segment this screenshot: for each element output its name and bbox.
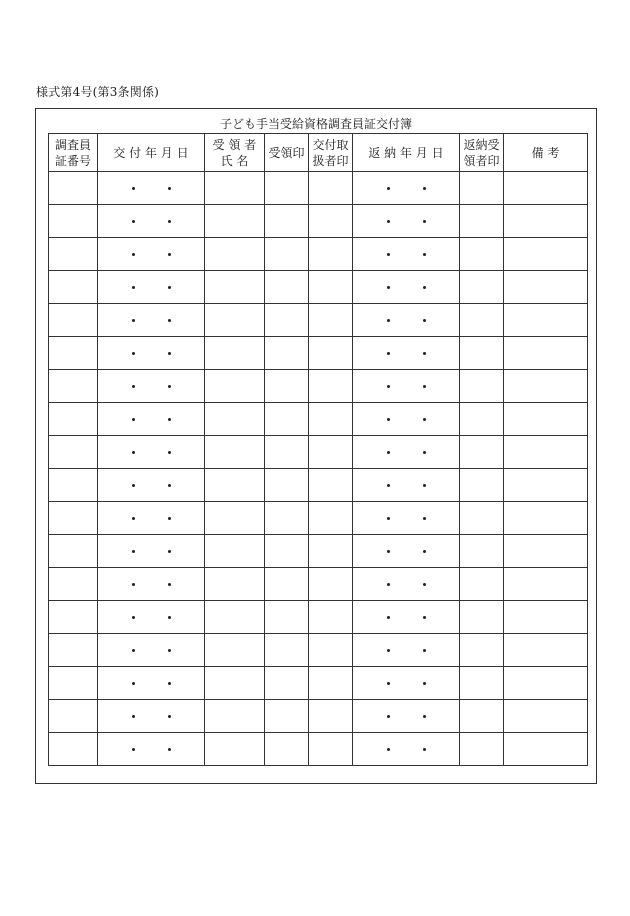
cell-return-date[interactable] xyxy=(353,535,460,568)
cell-issue-date[interactable] xyxy=(98,271,205,304)
date-separator-dots xyxy=(132,478,171,492)
header-card-no xyxy=(49,134,98,172)
cell-handler-seal[interactable] xyxy=(309,205,353,238)
cell-recipient-seal[interactable] xyxy=(265,172,309,205)
date-separator-dots xyxy=(132,544,171,558)
cell-return-receiver-seal[interactable] xyxy=(460,601,504,634)
date-separator-dot xyxy=(168,385,171,388)
cell-return-receiver-seal[interactable] xyxy=(460,568,504,601)
cell-handler-seal[interactable] xyxy=(309,502,353,535)
cell-recipient-seal[interactable] xyxy=(265,601,309,634)
header-row xyxy=(49,134,588,172)
cell-return-date[interactable] xyxy=(353,469,460,502)
cell-handler-seal[interactable] xyxy=(309,337,353,370)
date-separator-dots xyxy=(132,445,171,459)
cell-return-date[interactable] xyxy=(353,634,460,667)
cell-issue-date[interactable] xyxy=(98,502,205,535)
date-separator-dot xyxy=(132,583,135,586)
date-separator-dots xyxy=(132,511,171,525)
ledger-body xyxy=(49,172,588,766)
header-return-date: 返 納 年 月 日 xyxy=(353,134,460,172)
cell-recipient-seal[interactable] xyxy=(265,337,309,370)
cell-handler-seal[interactable] xyxy=(309,568,353,601)
cell-recipient-seal[interactable] xyxy=(265,634,309,667)
cell-card-no[interactable] xyxy=(49,271,98,304)
table-row xyxy=(49,304,588,337)
cell-return-receiver-seal[interactable] xyxy=(460,436,504,469)
date-separator-dot xyxy=(168,748,171,751)
cell-return-receiver-seal[interactable] xyxy=(460,733,504,766)
cell-remarks[interactable] xyxy=(504,271,588,304)
cell-return-date[interactable] xyxy=(353,271,460,304)
date-separator-dot xyxy=(168,484,171,487)
cell-recipient-name[interactable] xyxy=(205,172,265,205)
cell-issue-date[interactable] xyxy=(98,238,205,271)
date-separator-dots xyxy=(387,544,426,558)
date-separator-dot xyxy=(168,352,171,355)
ledger-table xyxy=(48,133,588,766)
cell-recipient-seal[interactable] xyxy=(265,238,309,271)
date-separator-dots xyxy=(132,610,171,624)
table-row xyxy=(49,469,588,502)
date-separator-dot xyxy=(168,220,171,223)
date-separator-dot xyxy=(423,517,426,520)
table-row xyxy=(49,601,588,634)
cell-recipient-seal[interactable] xyxy=(265,403,309,436)
date-separator-dots xyxy=(387,676,426,690)
cell-recipient-name[interactable] xyxy=(205,469,265,502)
date-separator-dots xyxy=(387,412,426,426)
cell-issue-date[interactable] xyxy=(98,601,205,634)
cell-handler-seal[interactable] xyxy=(309,667,353,700)
date-separator-dot xyxy=(387,649,390,652)
date-separator-dot xyxy=(423,451,426,454)
date-separator-dot xyxy=(132,484,135,487)
date-separator-dots xyxy=(132,643,171,657)
cell-handler-seal[interactable] xyxy=(309,271,353,304)
date-separator-dot xyxy=(132,748,135,751)
cell-return-date[interactable] xyxy=(353,337,460,370)
date-separator-dot xyxy=(423,682,426,685)
date-separator-dot xyxy=(168,682,171,685)
header-recipient-name-line1: 受 領 者 xyxy=(212,137,257,152)
cell-return-receiver-seal[interactable] xyxy=(460,667,504,700)
cell-card-no[interactable] xyxy=(49,469,98,502)
date-separator-dot xyxy=(168,253,171,256)
date-separator-dot xyxy=(387,451,390,454)
date-separator-dot xyxy=(132,517,135,520)
date-separator-dot xyxy=(423,253,426,256)
cell-recipient-seal[interactable] xyxy=(265,271,309,304)
date-separator-dot xyxy=(387,220,390,223)
cell-remarks[interactable] xyxy=(504,337,588,370)
date-separator-dot xyxy=(132,715,135,718)
date-separator-dots xyxy=(387,313,426,327)
cell-return-date[interactable] xyxy=(353,436,460,469)
date-separator-dot xyxy=(168,451,171,454)
table-row xyxy=(49,535,588,568)
cell-return-receiver-seal[interactable] xyxy=(460,304,504,337)
cell-issue-date[interactable] xyxy=(98,469,205,502)
date-separator-dot xyxy=(387,550,390,553)
cell-handler-seal[interactable] xyxy=(309,700,353,733)
cell-return-receiver-seal[interactable] xyxy=(460,337,504,370)
cell-issue-date[interactable] xyxy=(98,205,205,238)
date-separator-dot xyxy=(168,286,171,289)
cell-remarks[interactable] xyxy=(504,403,588,436)
date-separator-dots xyxy=(132,412,171,426)
cell-handler-seal[interactable] xyxy=(309,601,353,634)
cell-return-receiver-seal[interactable] xyxy=(460,502,504,535)
cell-recipient-seal[interactable] xyxy=(265,304,309,337)
table-row xyxy=(49,370,588,403)
cell-issue-date[interactable] xyxy=(98,304,205,337)
cell-return-receiver-seal[interactable] xyxy=(460,172,504,205)
date-separator-dot xyxy=(423,484,426,487)
cell-return-receiver-seal[interactable] xyxy=(460,469,504,502)
table-row xyxy=(49,502,588,535)
date-separator-dot xyxy=(387,187,390,190)
cell-remarks[interactable] xyxy=(504,568,588,601)
date-separator-dots xyxy=(132,247,171,261)
date-separator-dots xyxy=(387,643,426,657)
cell-recipient-seal[interactable] xyxy=(265,733,309,766)
cell-remarks[interactable] xyxy=(504,469,588,502)
date-separator-dot xyxy=(387,352,390,355)
date-separator-dot xyxy=(168,649,171,652)
date-separator-dot xyxy=(168,319,171,322)
cell-card-no[interactable] xyxy=(49,403,98,436)
header-card-no-line2: 証番号 xyxy=(54,153,91,168)
date-separator-dot xyxy=(423,748,426,751)
cell-handler-seal[interactable] xyxy=(309,535,353,568)
date-separator-dot xyxy=(387,682,390,685)
date-separator-dots xyxy=(132,709,171,723)
cell-remarks[interactable] xyxy=(504,172,588,205)
date-separator-dot xyxy=(387,319,390,322)
date-separator-dot xyxy=(132,253,135,256)
cell-handler-seal[interactable] xyxy=(309,238,353,271)
cell-recipient-name[interactable] xyxy=(205,205,265,238)
cell-card-no[interactable] xyxy=(49,733,98,766)
table-row xyxy=(49,403,588,436)
table-row xyxy=(49,700,588,733)
date-separator-dot xyxy=(387,286,390,289)
date-separator-dot xyxy=(132,220,135,223)
date-separator-dot xyxy=(423,583,426,586)
cell-recipient-name[interactable] xyxy=(205,304,265,337)
header-handler-seal-line1: 交付取 xyxy=(312,137,349,152)
cell-card-no[interactable] xyxy=(49,601,98,634)
cell-remarks[interactable] xyxy=(504,238,588,271)
date-separator-dot xyxy=(387,484,390,487)
table-row xyxy=(49,271,588,304)
date-separator-dots xyxy=(132,181,171,195)
date-separator-dot xyxy=(168,187,171,190)
date-separator-dot xyxy=(387,715,390,718)
cell-remarks[interactable] xyxy=(504,502,588,535)
date-separator-dots xyxy=(132,280,171,294)
date-separator-dot xyxy=(168,715,171,718)
date-separator-dot xyxy=(387,583,390,586)
date-separator-dot xyxy=(423,286,426,289)
cell-issue-date[interactable] xyxy=(98,403,205,436)
header-handler-seal xyxy=(309,134,353,172)
cell-card-no[interactable] xyxy=(49,337,98,370)
cell-recipient-name[interactable] xyxy=(205,337,265,370)
date-separator-dot xyxy=(387,616,390,619)
cell-recipient-name[interactable] xyxy=(205,733,265,766)
cell-remarks[interactable] xyxy=(504,205,588,238)
cell-return-receiver-seal[interactable] xyxy=(460,535,504,568)
date-separator-dots xyxy=(132,379,171,393)
date-separator-dot xyxy=(387,253,390,256)
cell-handler-seal[interactable] xyxy=(309,304,353,337)
cell-card-no[interactable] xyxy=(49,667,98,700)
cell-remarks[interactable] xyxy=(504,535,588,568)
header-card-no-line1: 調査員 xyxy=(54,137,91,152)
date-separator-dot xyxy=(168,550,171,553)
cell-issue-date[interactable] xyxy=(98,535,205,568)
header-remarks: 備 考 xyxy=(504,134,588,172)
date-separator-dots xyxy=(387,742,426,756)
header-return-receiver-seal xyxy=(460,134,504,172)
table-row xyxy=(49,568,588,601)
cell-return-date[interactable] xyxy=(353,667,460,700)
cell-recipient-seal[interactable] xyxy=(265,535,309,568)
cell-recipient-seal[interactable] xyxy=(265,667,309,700)
date-separator-dot xyxy=(168,418,171,421)
cell-remarks[interactable] xyxy=(504,436,588,469)
date-separator-dot xyxy=(132,550,135,553)
cell-handler-seal[interactable] xyxy=(309,172,353,205)
cell-return-date[interactable] xyxy=(353,700,460,733)
cell-recipient-name[interactable] xyxy=(205,238,265,271)
cell-recipient-name[interactable] xyxy=(205,568,265,601)
form-label: 様式第4号(第3条関係) xyxy=(36,85,160,99)
date-separator-dots xyxy=(387,247,426,261)
date-separator-dot xyxy=(387,385,390,388)
cell-return-date[interactable] xyxy=(353,733,460,766)
cell-return-receiver-seal[interactable] xyxy=(460,370,504,403)
date-separator-dots xyxy=(132,313,171,327)
cell-return-date[interactable] xyxy=(353,601,460,634)
date-separator-dot xyxy=(132,187,135,190)
cell-return-date[interactable] xyxy=(353,403,460,436)
cell-issue-date[interactable] xyxy=(98,172,205,205)
table-row xyxy=(49,667,588,700)
cell-recipient-name[interactable] xyxy=(205,502,265,535)
cell-card-no[interactable] xyxy=(49,502,98,535)
date-separator-dots xyxy=(132,742,171,756)
table-row xyxy=(49,733,588,766)
cell-return-date[interactable] xyxy=(353,172,460,205)
cell-remarks[interactable] xyxy=(504,700,588,733)
date-separator-dots xyxy=(387,214,426,228)
cell-return-receiver-seal[interactable] xyxy=(460,271,504,304)
date-separator-dot xyxy=(168,517,171,520)
date-separator-dot xyxy=(387,748,390,751)
date-separator-dots xyxy=(387,379,426,393)
date-separator-dots xyxy=(387,610,426,624)
cell-handler-seal[interactable] xyxy=(309,370,353,403)
cell-return-date[interactable] xyxy=(353,304,460,337)
cell-handler-seal[interactable] xyxy=(309,436,353,469)
cell-return-receiver-seal[interactable] xyxy=(460,700,504,733)
cell-issue-date[interactable] xyxy=(98,436,205,469)
date-separator-dot xyxy=(423,220,426,223)
cell-recipient-name[interactable] xyxy=(205,271,265,304)
date-separator-dot xyxy=(132,385,135,388)
date-separator-dots xyxy=(132,577,171,591)
date-separator-dot xyxy=(423,649,426,652)
table-row xyxy=(49,172,588,205)
cell-remarks[interactable] xyxy=(504,370,588,403)
table-row xyxy=(49,238,588,271)
cell-recipient-name[interactable] xyxy=(205,436,265,469)
date-separator-dot xyxy=(132,352,135,355)
date-separator-dot xyxy=(423,352,426,355)
cell-card-no[interactable] xyxy=(49,568,98,601)
cell-card-no[interactable] xyxy=(49,634,98,667)
cell-recipient-name[interactable] xyxy=(205,700,265,733)
cell-recipient-name[interactable] xyxy=(205,535,265,568)
cell-handler-seal[interactable] xyxy=(309,403,353,436)
date-separator-dot xyxy=(168,583,171,586)
date-separator-dot xyxy=(168,616,171,619)
cell-recipient-name[interactable] xyxy=(205,667,265,700)
cell-issue-date[interactable] xyxy=(98,733,205,766)
cell-handler-seal[interactable] xyxy=(309,634,353,667)
header-recipient-name-line2: 氏 名 xyxy=(220,153,249,168)
date-separator-dots xyxy=(387,346,426,360)
date-separator-dots xyxy=(387,709,426,723)
cell-remarks[interactable] xyxy=(504,667,588,700)
date-separator-dot xyxy=(387,517,390,520)
date-separator-dots xyxy=(132,676,171,690)
header-return-receiver-line1: 返納受 xyxy=(463,137,500,152)
date-separator-dot xyxy=(132,451,135,454)
cell-card-no[interactable] xyxy=(49,205,98,238)
cell-recipient-seal[interactable] xyxy=(265,205,309,238)
date-separator-dots xyxy=(132,346,171,360)
header-handler-seal-line2: 扱者印 xyxy=(312,153,349,168)
table-row xyxy=(49,205,588,238)
date-separator-dot xyxy=(423,187,426,190)
date-separator-dot xyxy=(387,418,390,421)
form-title: 子ども手当受給資格調査員証交付簿 xyxy=(219,117,412,131)
date-separator-dot xyxy=(132,286,135,289)
date-separator-dot xyxy=(132,682,135,685)
header-recipient-seal: 受領印 xyxy=(265,134,309,172)
cell-issue-date[interactable] xyxy=(98,337,205,370)
cell-recipient-name[interactable] xyxy=(205,634,265,667)
cell-issue-date[interactable] xyxy=(98,568,205,601)
ledger-frame xyxy=(35,108,597,784)
table-row xyxy=(49,337,588,370)
cell-remarks[interactable] xyxy=(504,634,588,667)
cell-card-no[interactable] xyxy=(49,370,98,403)
cell-issue-date[interactable] xyxy=(98,370,205,403)
date-separator-dot xyxy=(423,550,426,553)
cell-recipient-name[interactable] xyxy=(205,370,265,403)
cell-return-date[interactable] xyxy=(353,205,460,238)
cell-return-date[interactable] xyxy=(353,502,460,535)
cell-card-no[interactable] xyxy=(49,172,98,205)
date-separator-dot xyxy=(132,418,135,421)
date-separator-dot xyxy=(423,616,426,619)
cell-card-no[interactable] xyxy=(49,700,98,733)
date-separator-dots xyxy=(387,577,426,591)
cell-issue-date[interactable] xyxy=(98,634,205,667)
date-separator-dots xyxy=(132,214,171,228)
cell-recipient-name[interactable] xyxy=(205,403,265,436)
date-separator-dots xyxy=(387,445,426,459)
date-separator-dots xyxy=(387,478,426,492)
date-separator-dots xyxy=(387,511,426,525)
cell-recipient-seal[interactable] xyxy=(265,436,309,469)
date-separator-dot xyxy=(423,319,426,322)
cell-return-receiver-seal[interactable] xyxy=(460,205,504,238)
cell-issue-date[interactable] xyxy=(98,700,205,733)
cell-card-no[interactable] xyxy=(49,535,98,568)
table-row xyxy=(49,634,588,667)
date-separator-dot xyxy=(423,715,426,718)
date-separator-dot xyxy=(132,319,135,322)
cell-recipient-seal[interactable] xyxy=(265,502,309,535)
cell-card-no[interactable] xyxy=(49,436,98,469)
cell-remarks[interactable] xyxy=(504,304,588,337)
cell-return-receiver-seal[interactable] xyxy=(460,634,504,667)
header-return-receiver-line2: 領者印 xyxy=(463,153,500,168)
date-separator-dot xyxy=(132,649,135,652)
cell-recipient-seal[interactable] xyxy=(265,469,309,502)
cell-card-no[interactable] xyxy=(49,238,98,271)
cell-recipient-seal[interactable] xyxy=(265,370,309,403)
header-issue-date: 交 付 年 月 日 xyxy=(98,134,205,172)
header-recipient-name xyxy=(205,134,265,172)
cell-remarks[interactable] xyxy=(504,733,588,766)
cell-recipient-name[interactable] xyxy=(205,601,265,634)
cell-return-date[interactable] xyxy=(353,238,460,271)
cell-handler-seal[interactable] xyxy=(309,733,353,766)
date-separator-dot xyxy=(423,418,426,421)
date-separator-dots xyxy=(387,280,426,294)
table-row xyxy=(49,436,588,469)
cell-recipient-seal[interactable] xyxy=(265,568,309,601)
cell-remarks[interactable] xyxy=(504,601,588,634)
date-separator-dot xyxy=(132,616,135,619)
cell-return-receiver-seal[interactable] xyxy=(460,403,504,436)
cell-card-no[interactable] xyxy=(49,304,98,337)
cell-return-date[interactable] xyxy=(353,370,460,403)
cell-return-receiver-seal[interactable] xyxy=(460,238,504,271)
cell-return-date[interactable] xyxy=(353,568,460,601)
date-separator-dot xyxy=(423,385,426,388)
cell-recipient-seal[interactable] xyxy=(265,700,309,733)
date-separator-dots xyxy=(387,181,426,195)
cell-issue-date[interactable] xyxy=(98,667,205,700)
cell-handler-seal[interactable] xyxy=(309,469,353,502)
